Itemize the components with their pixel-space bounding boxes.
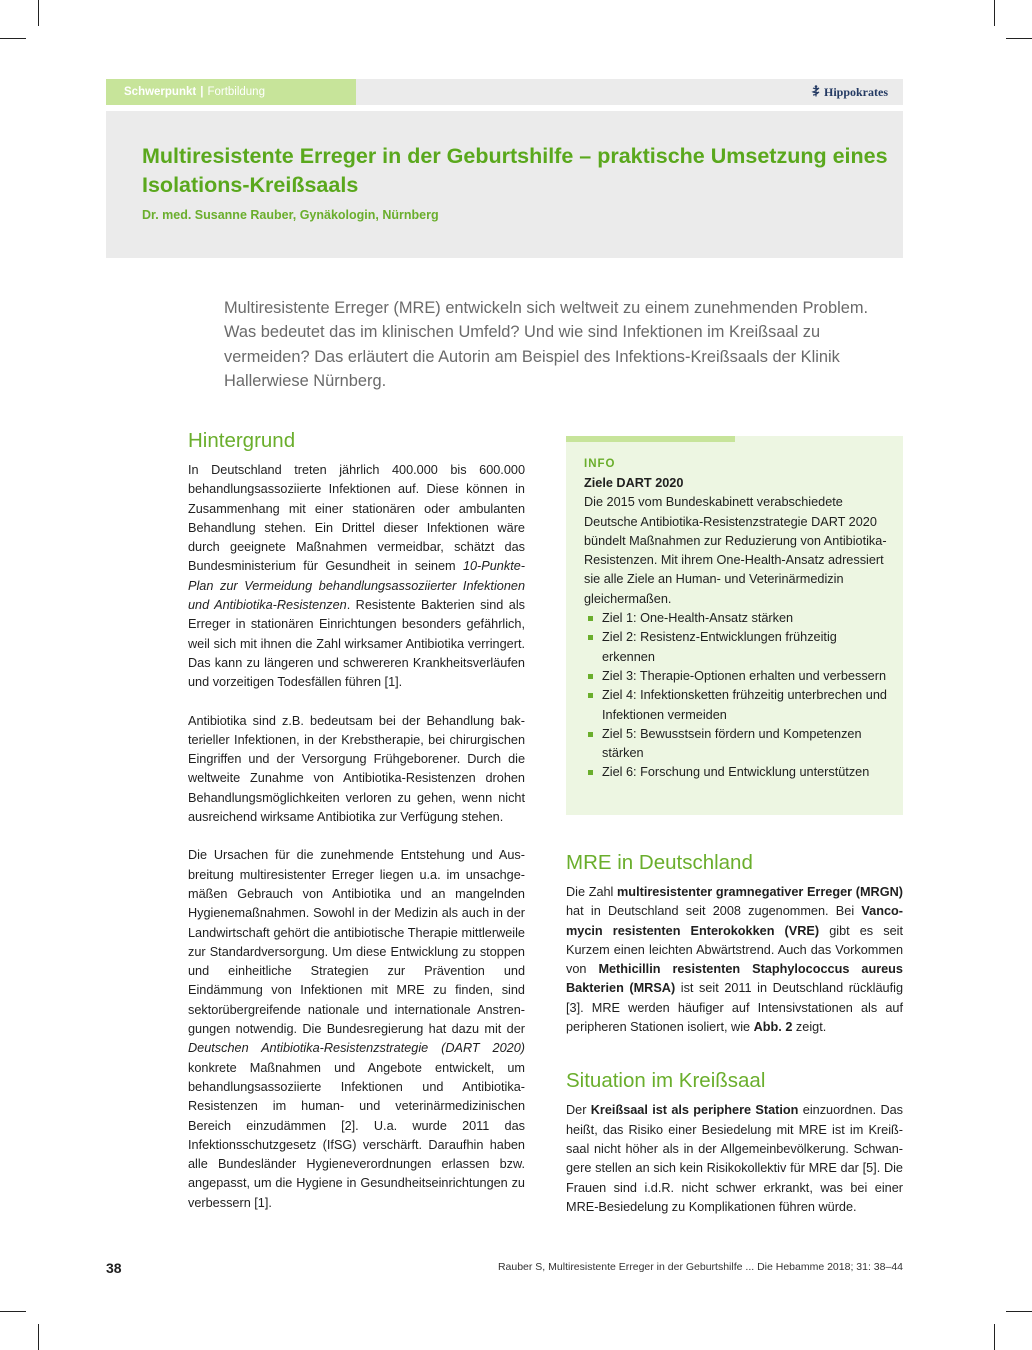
crop-mark [994, 0, 995, 26]
info-accent-strip [566, 436, 735, 442]
text-run: gibt es seit Kurzem einen leichten Abwärtstrend. Auch das Vorkommen von [566, 923, 903, 977]
list-item: Ziel 1: One-Health-Ansatz stärken [584, 609, 889, 628]
text-run: hat in Deutschland seit 2008 zugenommen. Bei [566, 904, 862, 919]
list-item: Ziel 4: Infektionsketten frühzeitig unterbrechen und Infektionen vermeiden [584, 686, 889, 725]
crop-mark [0, 38, 26, 39]
paragraph-2: Antibiotika sind z.B. bedeutsam bei der Behandlung bakterieller Infektionen, in der Krebstherapie, bei chirurgischen Eingriffen und der Versorgung Frühgeborener. Durch die weltweite Zunahme von Antibiotika-Resistenzen drohen Behandlungsmöglichkeiten verloren zu gehen, wenn nicht ausreichend wirksame Antibiotika zur Verfügung stehen. [188, 713, 525, 825]
article-title: Multiresistente Erreger in der Geburtshilfe – praktische Umsetzung eines Isolations-Kreißsaals [142, 144, 888, 197]
info-body: Die 2015 vom Bundeskabinett verabschiedete Deutsche Antibiotika-Resistenzstrategie DART 2020 bündelt Maßnahmen zur Reduzierung von Antibiotika-Resistenzen. Mit ihrem One-Health-Ansatz adressiert sie alle Ziele an Human- und Veterinärmedizin gleichermaßen. [584, 495, 887, 606]
heading-situation-im-kreisssaal: Situation im Kreißsaal [566, 1069, 766, 1093]
bold-term: Methicillin resistenten Staphylococcus aureus Bakterien (MRSA) [566, 962, 903, 996]
publisher-logo [811, 79, 888, 105]
paragraph-3 [188, 846, 525, 1213]
text-run: Die Ursachen für die zunehmende Entstehung und Ausbreitung multiresistenter Erreger liegen u.a. im unsachgemäßen Gebrauch von Antibiotika und an mangelnden Hygienemaßnahmen. Sowohl in der Medizin als auch in der Landwirtschaft gehört die antibiotische Therapie mittlerweile zur Standardversorgung. Um diese Entwicklung zu stoppen und einheitliche Strategien zur Prävention und Eindämmung von Infektionen mit MRE zu finden, sind sektorübergreifende nationale und internationale Anstrengungen notwendig. Die Bundesregierung hat dazu mit der [188, 848, 525, 1037]
text-run: In Deutschland treten jährlich 400.000 bis 600.000 behandlungsassoziierte Infektionen auf. Diese können in Zusammenhang mit einer stationären oder ambulanten Behandlung stehen. Ein Drittel dieser Infektionen wäre durch geeignete Maßnahmen vermeidbar, schätzt das Bundesministerium für Gesundheit in seinem [188, 463, 525, 574]
italic-reference: Deutschen Antibiotika-Resistenzstrategie (DART 2020) [188, 1041, 525, 1056]
bold-term: Kreißsaal ist als periphere Station [590, 1103, 799, 1118]
footer-citation: Rauber S, Multiresistente Erreger in der Geburtshilfe ... Die Hebamme 2018; 31: 38–44 [497, 1261, 903, 1273]
crop-mark [1006, 1311, 1032, 1312]
info-content [584, 456, 889, 783]
crop-mark [994, 1324, 995, 1350]
title-block [106, 111, 903, 258]
info-heading: Ziele DART 2020 [584, 476, 684, 490]
figure-reference: Abb. 2 [753, 1020, 793, 1035]
article-lead: Multiresistente Erreger (MRE) entwickeln sich weltweit zu einem zunehmenden Problem. Was bedeutet das im klinischen Umfeld? Und wie sind Infektionen im Kreißsaal zu vermeiden? Das erläutert die Autorin am Beispiel des Infektions-Kreißsaals der Klinik Hallerwiese Nürnberg. [224, 299, 869, 391]
text-run: . Resistente Bakterien sind als Erreger in stationären Einrichtungen besonders gefährlich, weil sich mit ihnen die Zahl wirksamer Antibiotika verringert. Das kann zu längeren und schwereren Krankheitsverläufen und vorzeitigen Todesfällen führen [1]. [188, 598, 525, 690]
crop-mark [1006, 38, 1032, 39]
italic-reference: 10-Punkte-Plan zur Vermeidung behandlungsassoziierter Infektionen und Antibiotika-Resistenzen [188, 559, 525, 613]
text-run: einzuordnen. Das heißt, das Risiko einer Besiedelung mit MRE ist im Kreißsaal nicht höher als in der Allgemeinbevölkerung. Schwangere stellen an sich kein Risikokollektiv für MRE dar [5]. Die Frauen sind i.d.R. nicht schwer erkrankt, was bei einer MRE-Besiedelung zu Komplikationen führen würde. [566, 1103, 904, 1214]
article-author: Dr. med. Susanne Rauber, Gynäkologin, Nürnberg [142, 208, 439, 222]
text-run: Der [566, 1103, 591, 1118]
section-separator: | [200, 86, 204, 98]
crop-mark [0, 1311, 26, 1312]
info-tag: INFO [584, 458, 616, 470]
paragraph-kreisssaal [566, 1101, 903, 1217]
paragraph-mre [566, 883, 903, 1037]
list-item: Ziel 6: Forschung und Entwicklung unterstützen [584, 763, 889, 782]
text-run: zeigt. [792, 1020, 827, 1035]
text-run: konkrete Maßnahmen und Angebote entwickelt, um behandlungsassoziierte Infektionen und Antibiotika-Resistenzen im human- und veterinärmedizinischen Bereich einzudämmen [2]. U.a. wurde 2011 das Infektionsschutzgesetz (IfSG) verschärft. Daraufhin haben alle Bundesländer Hygieneverordnungen erlassen bzw. angepasst, um die Hygiene in Gesundheitseinrichtungen zu verbessern [1]. [188, 1060, 525, 1210]
heading-hintergrund: Hintergrund [188, 429, 296, 452]
section-name: Schwerpunkt [124, 86, 197, 98]
text-run: Die Zahl [566, 885, 618, 899]
right-column [566, 850, 903, 1217]
paragraph-1 [188, 461, 525, 693]
list-item: Ziel 3: Therapie-Optionen erhalten und verbessern [584, 667, 889, 686]
subsection-name: Fortbildung [207, 86, 265, 98]
crop-mark [38, 1324, 39, 1350]
bold-term: multiresistenter gramnegativer Erreger (MRGN) [617, 885, 903, 899]
text-run: ist seit 2011 in Deutschland rückläufig [3]. MRE werden häufiger auf Intensivstationen als auf peripheren Stationen isoliert, wie [566, 981, 903, 1035]
journal-header-bar [106, 79, 903, 105]
heading-mre-in-deutschland: MRE in Deutschland [566, 851, 753, 874]
bold-term: Vancomycin resistenten Enterokokken (VRE) [566, 904, 903, 938]
list-item: Ziel 5: Bewusstsein fördern und Kompetenzen stärken [584, 725, 889, 764]
info-goal-list [584, 609, 889, 783]
publisher-name: Hippokrates [823, 85, 888, 99]
info-box [566, 436, 903, 815]
list-item: Ziel 2: Resistenz-Entwicklungen frühzeitig erkennen [584, 628, 889, 667]
page-number: 38 [106, 1260, 122, 1276]
crop-mark [38, 0, 39, 26]
section-label [106, 79, 356, 105]
left-column [188, 428, 525, 1213]
caduceus-icon [811, 80, 821, 106]
